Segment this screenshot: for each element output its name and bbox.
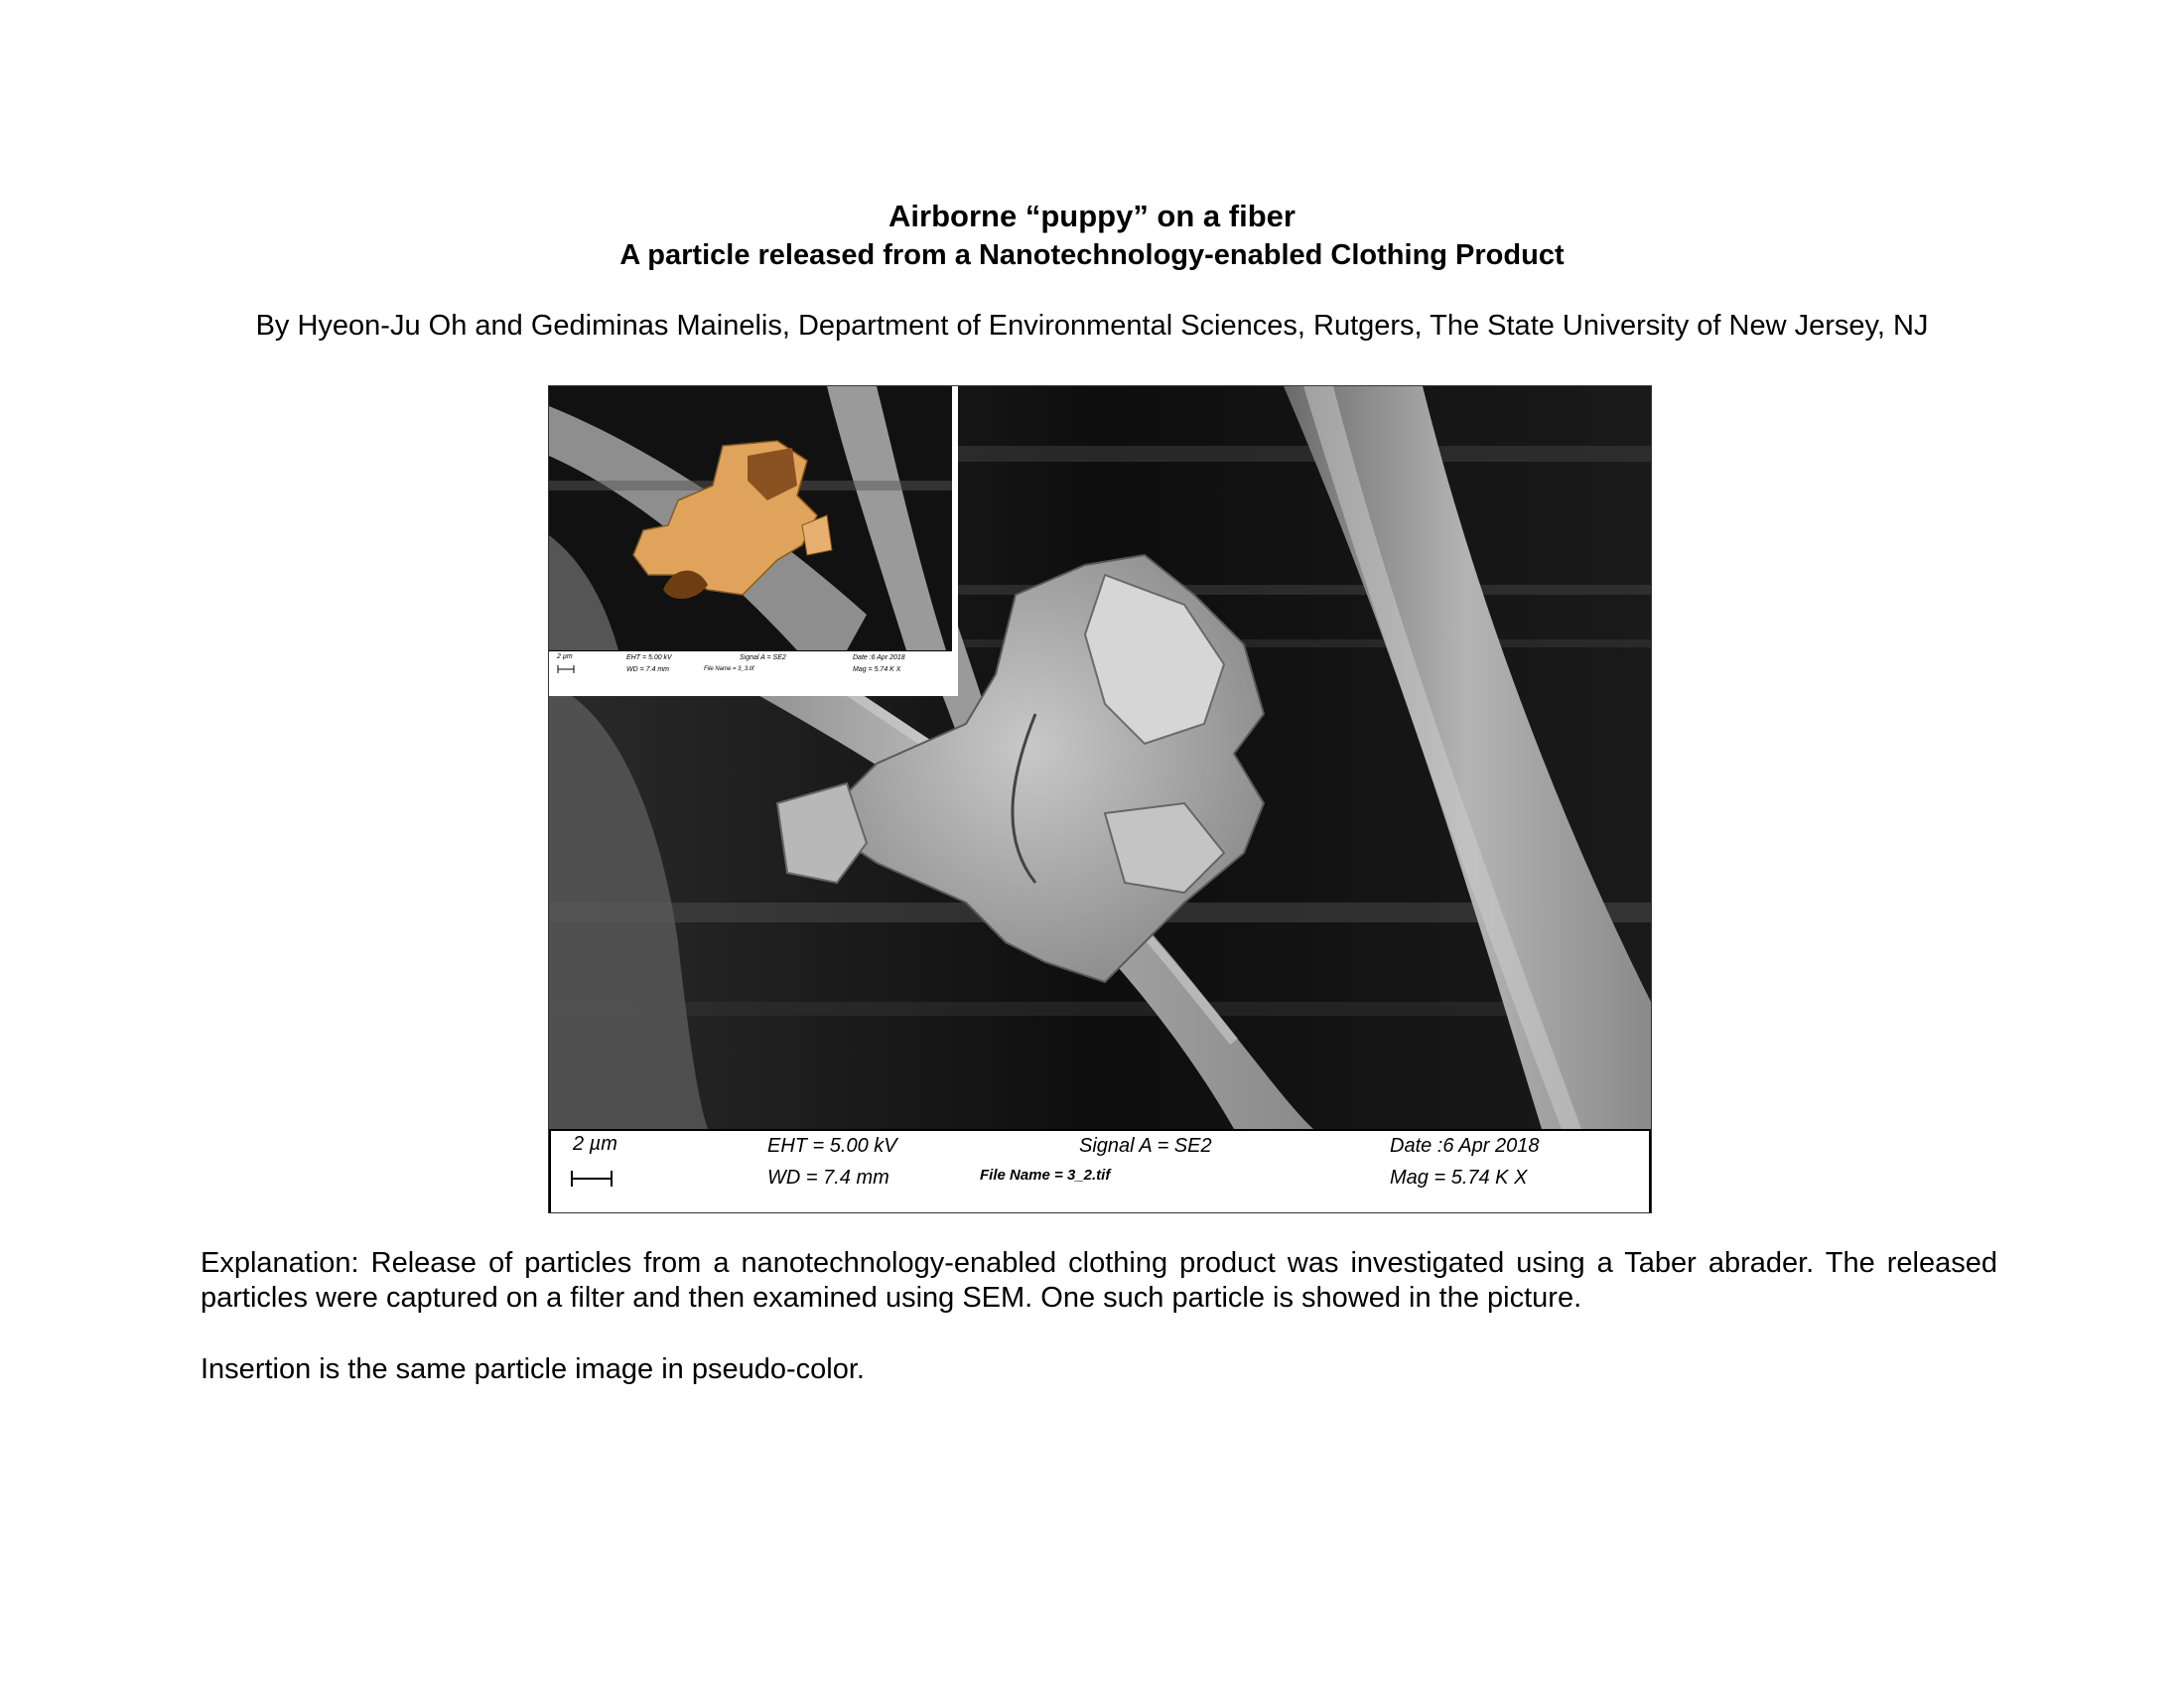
scale-bar-icon — [571, 1171, 613, 1187]
wd-value: WD = 7.4 mm — [767, 1167, 889, 1189]
inset-date-value: Date :6 Apr 2018 — [853, 654, 905, 661]
inset-eht-value: EHT = 5.00 kV — [626, 654, 672, 661]
explanation-paragraph: Explanation: Release of particles from a nanotechnology-enabled clothing product was investigated using a Taber abrader. The released particles were captured on a filter and then examined using SEM. One such particle is showed in the picture. — [201, 1247, 1997, 1314]
inset-scale-bar-icon — [557, 665, 575, 673]
inset-file-name: File Name = 3_3.tif — [704, 666, 754, 672]
pseudo-color-inset — [549, 386, 958, 696]
author-byline: By Hyeon-Ju Oh and Gediminas Mainelis, Department of Environmental Sciences, Rutgers, The State University of New Jersey, NJ — [255, 310, 1929, 342]
insertion-note: Insertion is the same particle image in pseudo-color. — [201, 1353, 865, 1385]
document-subtitle: A particle released from a Nanotechnology-enabled Clothing Product — [619, 239, 1565, 271]
sem-data-bar — [551, 1129, 1649, 1212]
inset-mag-value: Mag = 5.74 K X — [853, 666, 901, 673]
sem-micrograph — [548, 385, 1652, 1213]
eht-value: EHT = 5.00 kV — [767, 1135, 897, 1157]
inset-signal-value: Signal A = SE2 — [740, 654, 786, 661]
inset-scale-label: 2 µm — [557, 653, 573, 660]
inset-image — [549, 386, 952, 650]
scale-label: 2 µm — [573, 1133, 617, 1155]
date-value: Date :6 Apr 2018 — [1390, 1135, 1540, 1157]
inset-wd-value: WD = 7.4 mm — [626, 666, 669, 673]
inset-data-bar — [549, 650, 952, 691]
mag-value: Mag = 5.74 K X — [1390, 1167, 1528, 1189]
document-title: Airborne “puppy” on a fiber — [888, 199, 1296, 233]
signal-value: Signal A = SE2 — [1079, 1135, 1212, 1157]
file-name: File Name = 3_2.tif — [980, 1167, 1111, 1184]
